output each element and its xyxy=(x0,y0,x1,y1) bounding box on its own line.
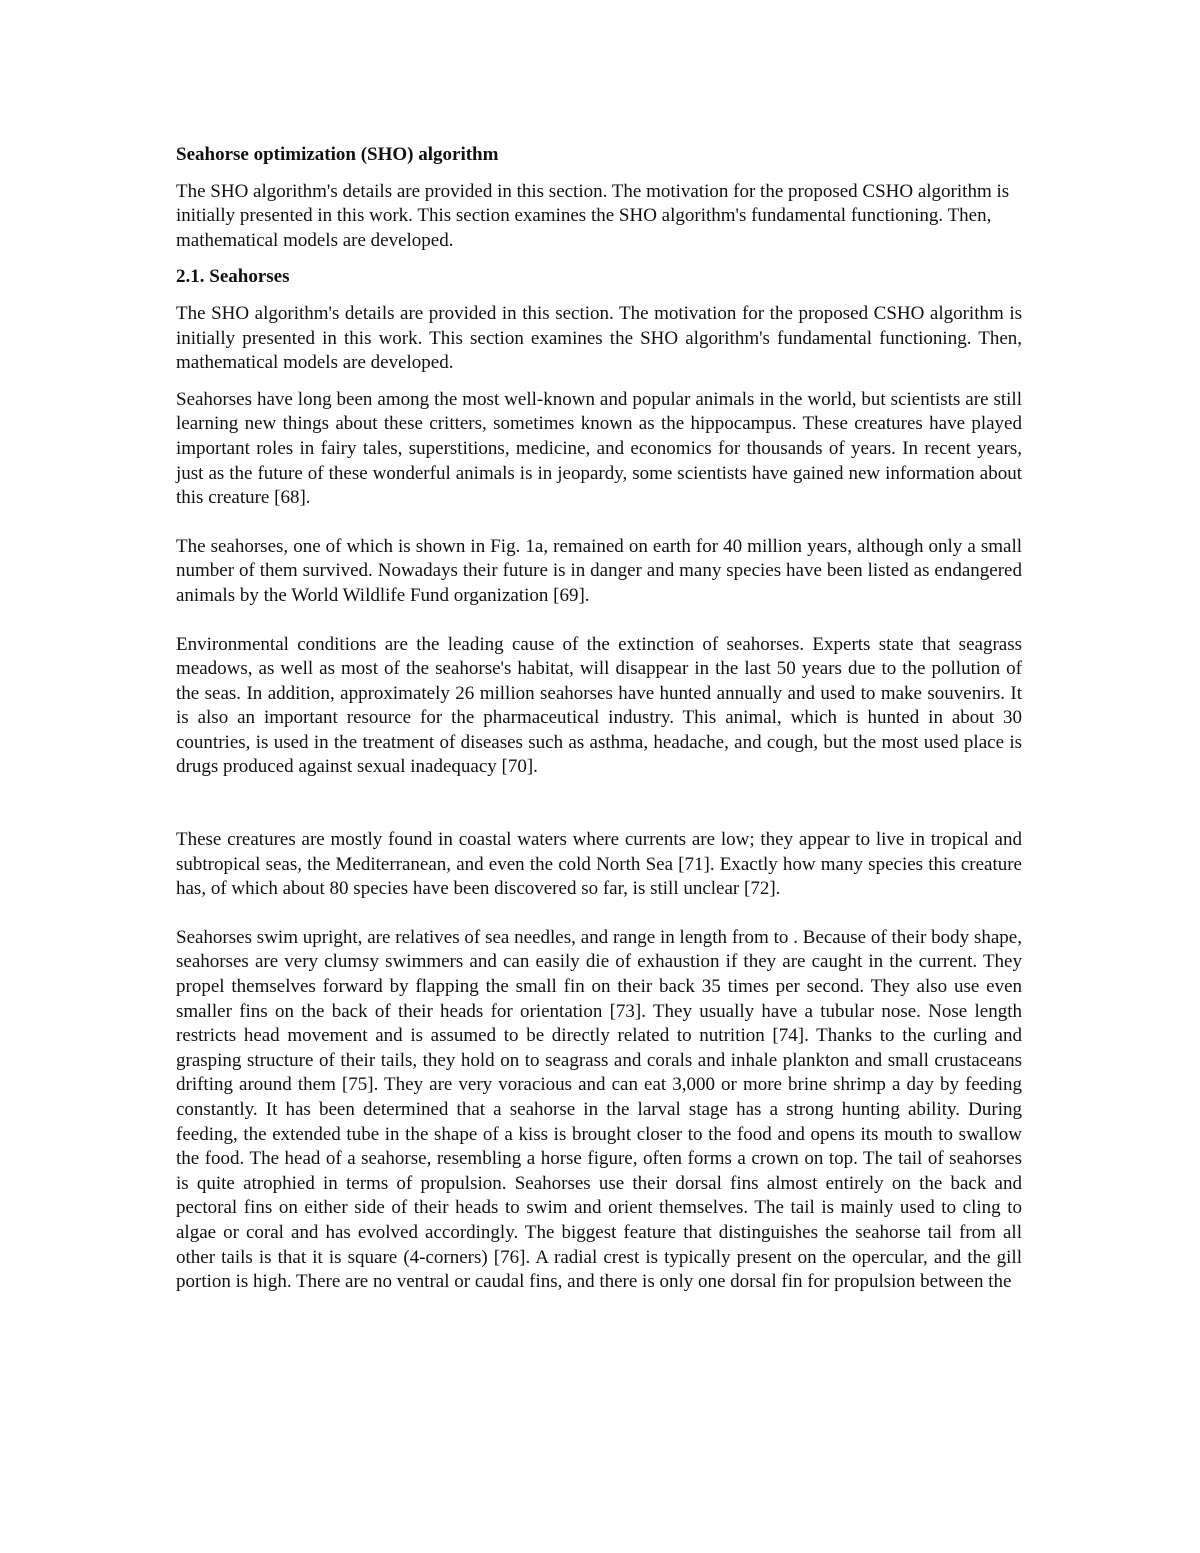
body-paragraph-6: Seahorses swim upright, are relatives of sea needles, and range in length from to . Because of their body shape, seahorses are very clumsy swimmers and can easily die of exhaustion if they are caught in the current. They propel themselves forward by flapping the small fin on their back 35 times per second. They also use even smaller fins on the back of their heads for orientation [73]. They usually have a tubular nose. Nose length restricts head movement and is assumed to be directly related to nutrition [74]. Thanks to the curling and grasping structure of their tails, they hold on to seagrass and corals and inhale plankton and small crustaceans drifting around them [75]. They are very voracious and can eat 3,000 or more brine shrimp a day by feeding constantly. It has been determined that a seahorse in the larval stage has a strong hunting ability. During feeding, the extended tube in the shape of a kiss is brought closer to the food and opens its mouth to swallow the food. The head of a seahorse, resembling a horse figure, often forms a crown on top. The tail of seahorses is quite atrophied in terms of propulsion. Seahorses use their dorsal fins almost entirely on the back and pectoral fins on either side of their heads to swim and orient themselves. The tail is mainly used to cling to algae or coral and has evolved accordingly. The biggest feature that distinguishes the seahorse tail from all other tails is that it is square (4-corners) [76]. A radial crest is typically present on the opercular, and the gill portion is high. There are no ventral or caudal fins, and there is only one dorsal fin for propulsion between the xyxy=(176,926,1022,1293)
body-paragraph-2: Seahorses have long been among the most well-known and popular animals in the world, but scientists are still learning new things about these critters, sometimes known as the hippocampus. These creatures have played important roles in fairy tales, superstitions, medicine, and economics for thousands of years. In recent years, just as the future of these wonderful animals is in jeopardy, some scientists have gained new information about this creature [68]. xyxy=(176,388,1022,509)
section-title: Seahorse optimization (SHO) algorithm xyxy=(176,144,499,165)
body-paragraph-5: These creatures are mostly found in coastal waters where currents are low; they appear to live in tropical and subtropical seas, the Mediterranean, and even the cold North Sea [71]. Exactly how many species this creature has, of which about 80 species have been discovered so far, is still unclear [72]. xyxy=(176,829,1022,900)
subsection-title: 2.1. Seahorses xyxy=(176,266,290,288)
document-page xyxy=(176,143,1022,1295)
intro-paragraph: The SHO algorithm's details are provided in this section. The motivation for the proposed CSHO algorithm is initially presented in this work. This section examines the SHO algorithm's fundamental functioning. Then, mathematical models are developed. xyxy=(176,180,1010,251)
body-paragraph-3: The seahorses, one of which is shown in Fig. 1a, remained on earth for 40 million years, although only a small number of them survived. Nowadays their future is in danger and many species have been listed as endangered animals by the World Wildlife Fund organization [69]. xyxy=(176,535,1022,606)
body-paragraph-1: The SHO algorithm's details are provided in this section. The motivation for the proposed CSHO algorithm is initially presented in this work. This section examines the SHO algorithm's fundamental functioning. Then, mathematical models are developed. xyxy=(176,302,1022,374)
body-paragraph-4: Environmental conditions are the leading cause of the extinction of seahorses. Experts state that seagrass meadows, as well as most of the seahorse's habitat, will disappear in the last 50 years due to the pollution of the seas. In addition, approximately 26 million seahorses have hunted annually and used to make souvenirs. It is also an important resource for the pharmaceutical industry. This animal, which is hunted in about 30 countries, is used in the treatment of diseases such as asthma, headache, and cough, but the most used place is drugs produced against sexual inadequacy [70]. xyxy=(176,633,1022,778)
